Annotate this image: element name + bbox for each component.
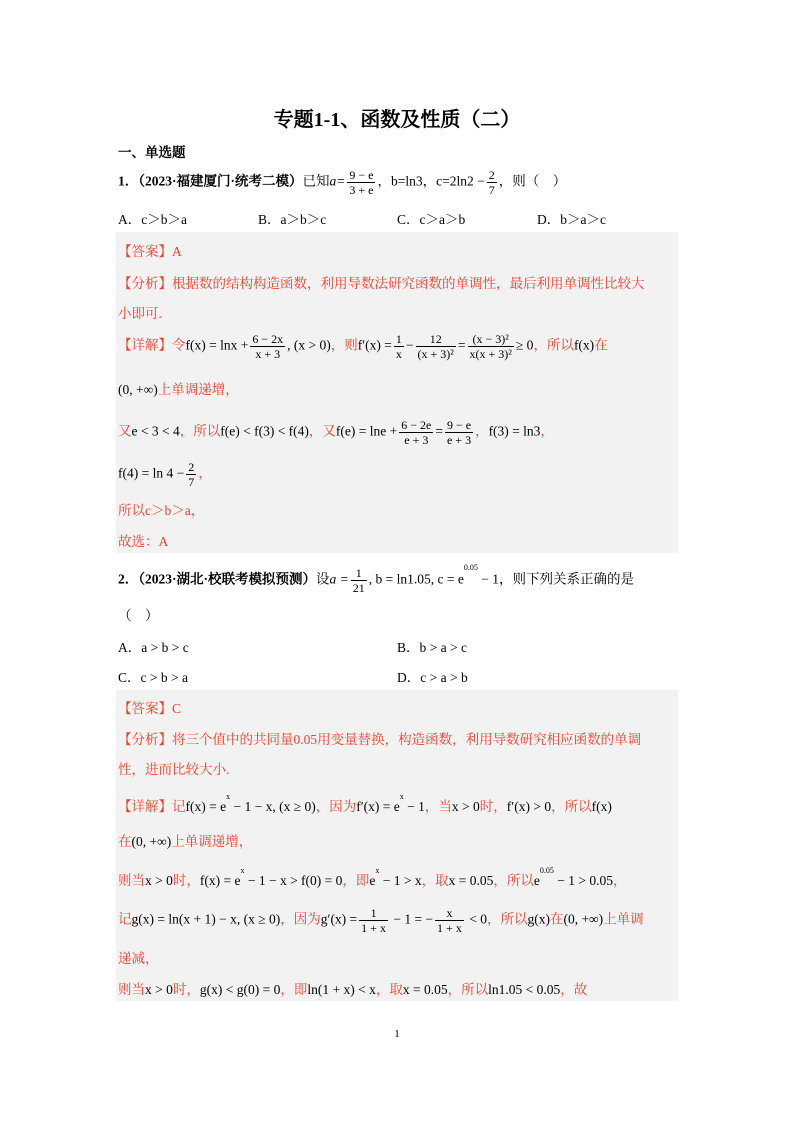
- denominator: 1 + x: [361, 921, 386, 935]
- detail-1-line2: [118, 378, 239, 398]
- option-c[interactable]: C．c > b > a: [118, 670, 188, 685]
- option-d[interactable]: D．c > a > b: [397, 670, 468, 685]
- formula: − 1: [403, 799, 425, 814]
- denominator: (x + 3)²: [417, 347, 454, 361]
- option-a[interactable]: A．a > b > c: [118, 640, 189, 655]
- text: ，即: [342, 873, 370, 888]
- question-2-stem: [118, 563, 634, 595]
- stem-text: , b = ln1.05, c = e: [368, 571, 464, 587]
- text: ，取: [421, 873, 449, 888]
- question-source: （2023·湖北·校联考模拟预测）: [138, 571, 317, 587]
- fraction: [186, 460, 196, 489]
- analysis-1-line1: 【分析】根据数的结构构造函数，利用导数法研究函数的单调性，最后利用单调性比较大: [118, 276, 645, 291]
- exponent: 0.05: [463, 563, 478, 572]
- analysis-1-line2: 小即可.: [118, 306, 162, 321]
- text: 时，: [172, 873, 200, 888]
- formula: − 1 − x > f(0) = 0: [244, 873, 343, 888]
- detail-2-line5: 递减，: [118, 951, 159, 966]
- detail-1-line3: [118, 418, 554, 447]
- formula: f(e) = lne +: [335, 423, 398, 439]
- numerator: 9 − e: [446, 418, 472, 432]
- analysis-2-line2: 性，进而比较大小.: [118, 762, 230, 777]
- formula: ln(1 + x) < x: [307, 982, 376, 997]
- question-1-stem: [118, 168, 566, 197]
- text: ，所以: [533, 337, 574, 353]
- numerator: 1: [395, 332, 402, 346]
- question-number: 1．: [118, 173, 139, 189]
- formula: x > 0: [145, 873, 173, 888]
- denominator: x + 3: [255, 347, 281, 361]
- text: ，因为: [280, 911, 321, 927]
- fraction: [399, 418, 433, 447]
- text: ，又: [308, 423, 336, 439]
- text: ，: [475, 423, 489, 439]
- fraction: [347, 168, 375, 197]
- formula: (0, +∞): [563, 911, 604, 927]
- question-source: （2023·福建厦门·统考二模）: [138, 173, 303, 189]
- denominator: 7: [488, 183, 495, 197]
- stem-text: 设: [316, 571, 330, 587]
- detail-2-line1: [118, 792, 612, 815]
- text: 上单调: [603, 911, 644, 927]
- formula: f′(x) = e: [356, 799, 400, 814]
- stem-text: ，b=ln3，c=2ln2 −: [377, 173, 485, 189]
- denominator: e + 3: [446, 433, 472, 447]
- fraction: [394, 332, 404, 361]
- fraction: [351, 566, 367, 595]
- question-2-paren: （ ）: [118, 608, 159, 623]
- exponent: x: [226, 792, 231, 801]
- formula: g′(x) =: [320, 911, 358, 927]
- formula: f(e) < f(3) < f(4): [220, 423, 309, 439]
- formula: ≥ 0: [515, 337, 534, 353]
- detail-2-line4: [118, 906, 644, 935]
- fraction: [416, 332, 456, 361]
- stem-text: ，则下列关系正确的是: [498, 571, 634, 587]
- text: 上单调递增，: [171, 834, 253, 849]
- numerator: 9 − e: [349, 168, 374, 182]
- detail-1-line4: [118, 460, 212, 489]
- stem-text: − 1: [477, 571, 499, 587]
- formula: f′(x) > 0: [506, 799, 552, 814]
- formula: − 1 = −: [389, 911, 434, 927]
- numerator: 2: [188, 460, 195, 474]
- formula: x > 0: [145, 982, 173, 997]
- detail-label: 【详解】记: [118, 799, 186, 814]
- numerator: 12: [416, 332, 456, 347]
- text: 在: [594, 337, 608, 353]
- text: 时，: [172, 982, 200, 997]
- answer-1: 【答案】A: [118, 244, 182, 259]
- denominator: 7: [188, 475, 195, 489]
- analysis-2-line1: 【分析】将三个值中的共同量0.05用变量替换，构造函数，利用导数研究相应函数的单调: [118, 732, 642, 747]
- detail-1-line5: 所以c＞b＞a，: [118, 503, 205, 518]
- denominator: 3 + e: [349, 183, 374, 197]
- detail-1-line1: [118, 332, 608, 361]
- text: ，所以: [447, 982, 489, 997]
- text: ，因为: [315, 799, 357, 814]
- formula: g(x): [527, 911, 550, 927]
- numerator: 6 − 2e: [401, 418, 432, 432]
- formula: x > 0: [451, 799, 480, 814]
- text: ，当: [424, 799, 452, 814]
- text: 则当: [118, 873, 145, 888]
- detail-label: 【详解】令: [118, 337, 186, 353]
- formula: =: [435, 423, 443, 439]
- option-a[interactable]: A．c＞b＞a: [118, 212, 187, 227]
- option-b[interactable]: B．a＞b＞c: [258, 212, 327, 227]
- text: 在: [118, 834, 132, 849]
- formula: f(4) = ln 4 −: [118, 465, 185, 481]
- text: 在: [549, 911, 564, 927]
- option-c[interactable]: C．c＞a＞b: [397, 212, 466, 227]
- detail-1-line6: 故选：A: [118, 534, 169, 549]
- question-number: 2．: [118, 571, 139, 587]
- numerator: x: [435, 906, 464, 921]
- denominator: 21: [352, 581, 365, 595]
- formula: g(x) = ln(x + 1) − x, (x ≥ 0): [131, 911, 281, 927]
- section-heading: 一、单选题: [118, 145, 186, 160]
- stem-text: ，则（ ）: [498, 173, 567, 189]
- text: ，所以: [551, 799, 592, 814]
- exponent: x: [399, 792, 404, 801]
- formula: (0, +∞): [118, 382, 158, 397]
- formula: (0, +∞): [131, 834, 172, 849]
- text: ，所以: [486, 911, 528, 927]
- stem-var: a =: [329, 571, 349, 587]
- formula: f′(x) =: [357, 337, 392, 353]
- denominator: 1 + x: [437, 921, 462, 935]
- text: 则当: [118, 982, 145, 997]
- numerator: 1: [351, 566, 367, 581]
- exponent: 0.05: [539, 866, 554, 875]
- text: ，: [540, 423, 554, 439]
- text: ，故: [560, 982, 588, 997]
- formula: e: [369, 873, 376, 888]
- fraction: [468, 332, 514, 361]
- answer-2: 【答案】C: [118, 701, 182, 716]
- page-title: 专题1-1、函数及性质（二）: [273, 109, 521, 131]
- detail-2-line2: [118, 830, 252, 850]
- formula: , (x > 0): [287, 337, 331, 353]
- formula: f(x) = e: [185, 799, 227, 814]
- denominator: x: [395, 347, 402, 361]
- option-b[interactable]: B．b > a > c: [397, 640, 467, 655]
- option-d[interactable]: D．b＞a＞c: [537, 212, 606, 227]
- formula: − 1 − x, (x ≥ 0): [230, 799, 316, 814]
- exponent: x: [240, 866, 245, 875]
- text: ，即: [280, 982, 308, 997]
- exponent: x: [375, 866, 380, 875]
- formula: f(3) = ln3: [488, 423, 541, 439]
- formula: < 0: [465, 911, 487, 927]
- detail-2-line3: [118, 866, 627, 889]
- text: ，取: [375, 982, 403, 997]
- formula: f(x) = e: [199, 873, 241, 888]
- text: 记: [118, 911, 132, 927]
- denominator: x(x + 3)²: [469, 347, 512, 361]
- numerator: 6 − 2x: [252, 332, 284, 346]
- fraction: [435, 906, 464, 935]
- text: ，: [613, 873, 627, 888]
- formula: − 1 > x: [379, 873, 422, 888]
- formula: g(x) < g(0) = 0: [199, 982, 281, 997]
- fraction: [445, 418, 473, 447]
- formula: x = 0.05: [402, 982, 448, 997]
- formula: e: [533, 873, 540, 888]
- text: ，则: [330, 337, 358, 353]
- formula: f(x) = lnx +: [185, 337, 249, 353]
- formula: e < 3 < 4: [131, 423, 180, 439]
- stem-text: 已知: [302, 173, 330, 189]
- text: ，: [198, 465, 212, 481]
- stem-var: a=: [329, 173, 346, 189]
- fraction: [359, 906, 388, 935]
- detail-2-line6: [118, 978, 587, 998]
- page-number: 1: [394, 1028, 400, 1040]
- formula: − 1 > 0.05: [553, 873, 614, 888]
- text: ，所以: [179, 423, 221, 439]
- formula: =: [457, 337, 466, 353]
- formula: −: [405, 337, 414, 353]
- formula: f(x): [591, 799, 612, 814]
- numerator: 2: [488, 168, 495, 182]
- numerator: 1: [359, 906, 388, 921]
- formula: x = 0.05: [448, 873, 494, 888]
- formula: ln1.05 < 0.05: [488, 982, 561, 997]
- text: 时，: [479, 799, 507, 814]
- fraction: [250, 332, 285, 361]
- fraction: [487, 168, 497, 197]
- numerator: (x − 3)²: [468, 332, 514, 347]
- denominator: e + 3: [404, 433, 429, 447]
- formula: f(x): [573, 337, 595, 353]
- text: 上单调递增，: [157, 382, 239, 397]
- text: ，所以: [493, 873, 534, 888]
- text: 又: [118, 423, 132, 439]
